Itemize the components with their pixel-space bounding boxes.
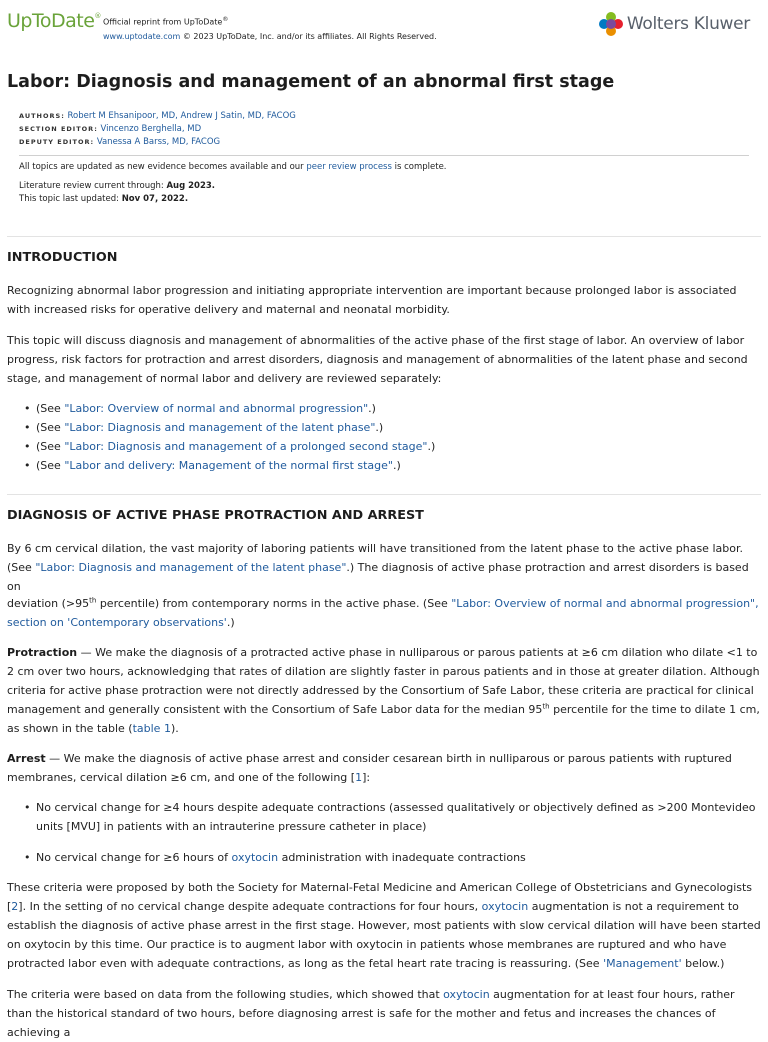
latent-phase-link[interactable]: "Labor: Diagnosis and management of the latent phase" [35, 561, 347, 574]
page-title: Labor: Diagnosis and management of an abnormal first stage [7, 72, 615, 92]
peer-review-link[interactable]: peer review process [306, 162, 392, 172]
reference-2-link[interactable]: 2 [11, 900, 19, 913]
divider [7, 494, 761, 495]
section-editor-link[interactable]: Vincenzo Berghella, MD [100, 124, 202, 134]
list-item: • No cervical change for ≥4 hours despite adequate contractions (assessed qualitatively or objectively defined as >200 Montevideo units [MVU] in patients with an intrauterine pressure catheter in place) [24, 798, 760, 836]
intro-paragraph: This topic will discuss diagnosis and management of abnormalities of the active phase of the first stage of labor. An overview of labor progress, risk factors for protraction and arrest disorders, diagnosis and management of abnormalities of the latent phase and second stage, and management of normal labor and delivery are reviewed separately: [7, 334, 748, 385]
oxytocin-link[interactable]: oxytocin [481, 900, 529, 913]
authors-link[interactable]: Robert M Ehsanipoor, MD, Andrew J Satin, MD, FACOG [67, 111, 296, 121]
see-also-list [24, 399, 435, 475]
diagnosis-paragraph: By 6 cm cervical dilation, the vast majority of laboring patients will have transitioned from the latent phase to the active phase labor. (See "Labor: Diagnosis and management of the latent phase".) The diagnosis of active phase protraction and arrest disorders is based on [7, 542, 749, 593]
review-dates: Literature review current through: Aug 2023. This topic last updated: Nov 07, 2022. [19, 181, 216, 204]
list-item: • (See "Labor: Diagnosis and management of the latent phase".) [24, 418, 435, 437]
see-link-second-stage[interactable]: "Labor: Diagnosis and management of a prolonged second stage" [64, 440, 428, 453]
oxytocin-link[interactable]: oxytocin [443, 988, 490, 1001]
contemporary-observations-link[interactable]: "Labor: Overview of normal and abnormal progression", section on 'Contemporary observations' [7, 597, 759, 629]
list-item: • No cervical change for ≥6 hours of oxytocin administration with inadequate contractions [24, 848, 760, 867]
management-link[interactable]: 'Management' [603, 957, 682, 970]
arrest-criteria-list [24, 848, 760, 867]
criteria-paragraph: These criteria were proposed by both the Society for Maternal-Fetal Medicine and American College of Obstetricians and Gynecologists [2]. In the setting of no cervical change despite adequate contractions for four hours, oxytocin augmentation is not a requirement to establish the diagnosis of active phase arrest in the first stage. However, most patients with slow cervical dilation will have been started on oxytocin by this time. Our practice is to augment labor with oxytocin in patients whose membranes are ruptured and who have protracted labor even with adequate contractions, as long as the fetal heart rate tracing is reassuring. (See 'Management' below.) [7, 881, 761, 970]
list-item: • (See "Labor: Overview of normal and abnormal progression".) [24, 399, 435, 418]
article-credits: AUTHORS: Robert M Ehsanipoor, MD, Andrew J Satin, MD, FACOG SECTION EDITOR: Vincenzo Berghella, MD DEPUTY EDITOR: Vanessa A Barss, MD, FACOG [19, 111, 296, 147]
reprint-notice: Official reprint from UpToDate® www.uptodate.com © 2023 UpToDate, Inc. and/or its affiliates. All Rights Reserved. [103, 16, 437, 41]
arrest-criteria-list [24, 798, 760, 836]
wolters-kluwer-mark-icon [599, 12, 623, 36]
intro-paragraph: Recognizing abnormal labor progression and initiating appropriate intervention are important because prolonged labor is associated with increased risks for operative delivery and maternal and neonatal morbidity. [7, 284, 737, 316]
see-link-normal-progression[interactable]: "Labor: Overview of normal and abnormal progression" [64, 402, 369, 415]
uptodate-url-link[interactable]: www.uptodate.com [103, 31, 181, 41]
see-link-latent-phase[interactable]: "Labor: Diagnosis and management of the latent phase" [64, 421, 376, 434]
update-note: All topics are updated as new evidence becomes available and our peer review process is complete. [19, 162, 447, 172]
studies-paragraph: The criteria were based on data from the following studies, which showed that oxytocin augmentation for at least four hours, rather than the historical standard of two hours, before diagnosing arrest is safe for the mother and fetus and increases the chances of achieving a [7, 988, 735, 1039]
section-heading-introduction: INTRODUCTION [7, 250, 118, 265]
divider [7, 236, 761, 237]
section-heading-diagnosis: DIAGNOSIS OF ACTIVE PHASE PROTRACTION AND ARREST [7, 508, 424, 523]
protraction-paragraph: Protraction — We make the diagnosis of a protracted active phase in nulliparous or parous patients at ≥6 cm dilation who dilate <1 to 2 cm over two hours, acknowledging that rates of dilation are slightly faster in parous patients and in those at greater dilation. Although criteria for active phase protraction were not directly addressed by the Consortium of Safe Labor, these criteria are practical for clinical management and generally consistent with the Consortium of Safe Labor data for the median 95th percentile for the time to dilate 1 cm, as shown in the table (table 1). [7, 646, 760, 735]
list-item: • (See "Labor and delivery: Management of the normal first stage".) [24, 456, 435, 475]
table-1-link[interactable]: table 1 [132, 722, 171, 735]
wolters-kluwer-logo[interactable]: Wolters Kluwer [599, 12, 750, 36]
deputy-editor-link[interactable]: Vanessa A Barss, MD, FACOG [96, 137, 221, 147]
list-item: • (See "Labor: Diagnosis and management of a prolonged second stage".) [24, 437, 435, 456]
reference-1-link[interactable]: 1 [355, 771, 363, 784]
see-link-normal-first-stage[interactable]: "Labor and delivery: Management of the normal first stage" [64, 459, 393, 472]
diagnosis-paragraph: deviation (>95th percentile) from contemporary norms in the active phase. (See "Labor: Overview of normal and abnormal progression", section on 'Contemporary observations'.) [7, 596, 759, 629]
divider [19, 155, 749, 156]
oxytocin-link[interactable]: oxytocin [231, 851, 279, 864]
uptodate-logo[interactable]: UpToDate® [7, 10, 101, 32]
arrest-paragraph: Arrest — We make the diagnosis of active phase arrest and consider cesarean birth in nulliparous or parous patients with ruptured membranes, cervical dilation ≥6 cm, and one of the following [1]: [7, 752, 732, 784]
reprint-header [0, 0, 768, 50]
